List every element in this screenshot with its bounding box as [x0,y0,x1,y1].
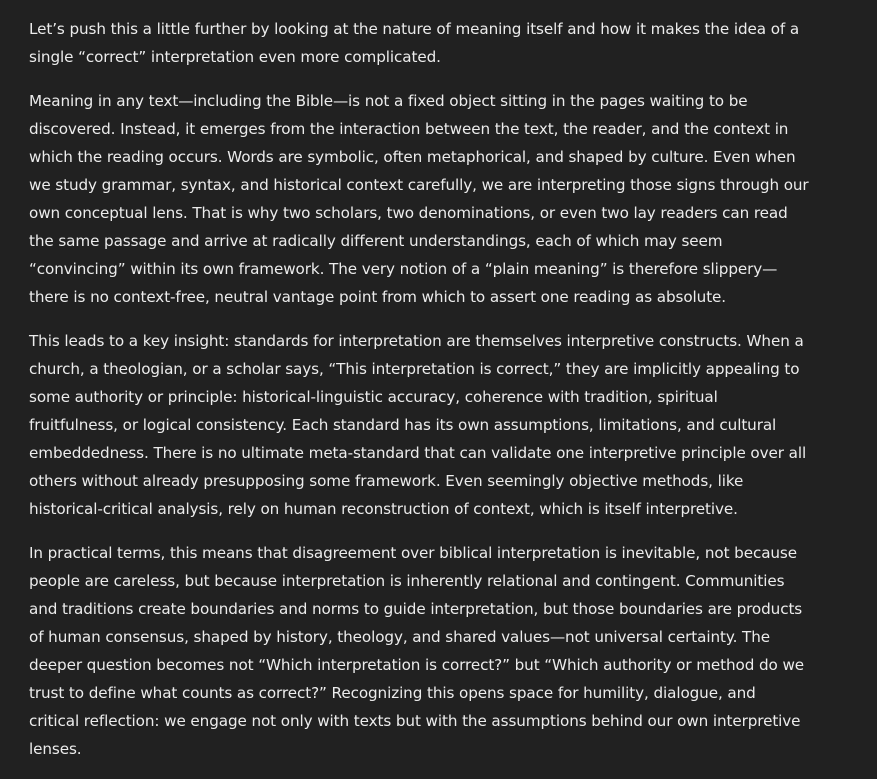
message-paragraph-4: In practical terms, this means that disagreement over biblical interpretation is inevitable, not because people are careless, but because interpretation is inherently relational and contingent. Communities and traditions create boundaries and norms to guide interpretation, but those boundaries are products of human consensus, shaped by history, theology, and shared values—not universal certainty. The deeper question becomes not “Which interpretation is correct?” but “Which authority or method do we trust to define what counts as correct?” Recognizing this opens space for humility, dialogue, and critical reflection: we engage not only with texts but with the assumptions behind our own interpretive lenses. [29,544,805,758]
assistant-message [29,15,809,779]
message-paragraph-1: Let’s push this a little further by looking at the nature of meaning itself and how it makes the idea of a single “correct” interpretation even more complicated. [29,20,800,66]
message-paragraph-2: Meaning in any text—including the Bible—is not a fixed object sitting in the pages waiting to be discovered. Instead, it emerges from the interaction between the text, the reader, and the context in which the reading occurs. Words are symbolic, often metaphorical, and shaped by culture. Even when we study grammar, syntax, and historical context carefully, we are interpreting those signs through our own conceptual lens. That is why two scholars, two denominations, or even two lay readers can read the same passage and arrive at radically different understandings, each of which may seem “convincing” within its own framework. The very notion of a “plain meaning” is therefore slippery—there is no context-free, neutral vantage point from which to assert one reading as absolute. [29,92,809,306]
message-paragraph-3: This leads to a key insight: standards for interpretation are themselves interpretive constructs. When a church, a theologian, or a scholar says, “This interpretation is correct,” they are implicitly appealing to some authority or principle: historical-linguistic accuracy, coherence with tradition, spiritual fruitfulness, or logical consistency. Each standard has its own assumptions, limitations, and cultural embeddedness. There is no ultimate meta-standard that can validate one interpretive principle over all others without already presupposing some framework. Even seemingly objective methods, like historical-critical analysis, rely on human reconstruction of context, which is itself interpretive. [29,332,807,518]
